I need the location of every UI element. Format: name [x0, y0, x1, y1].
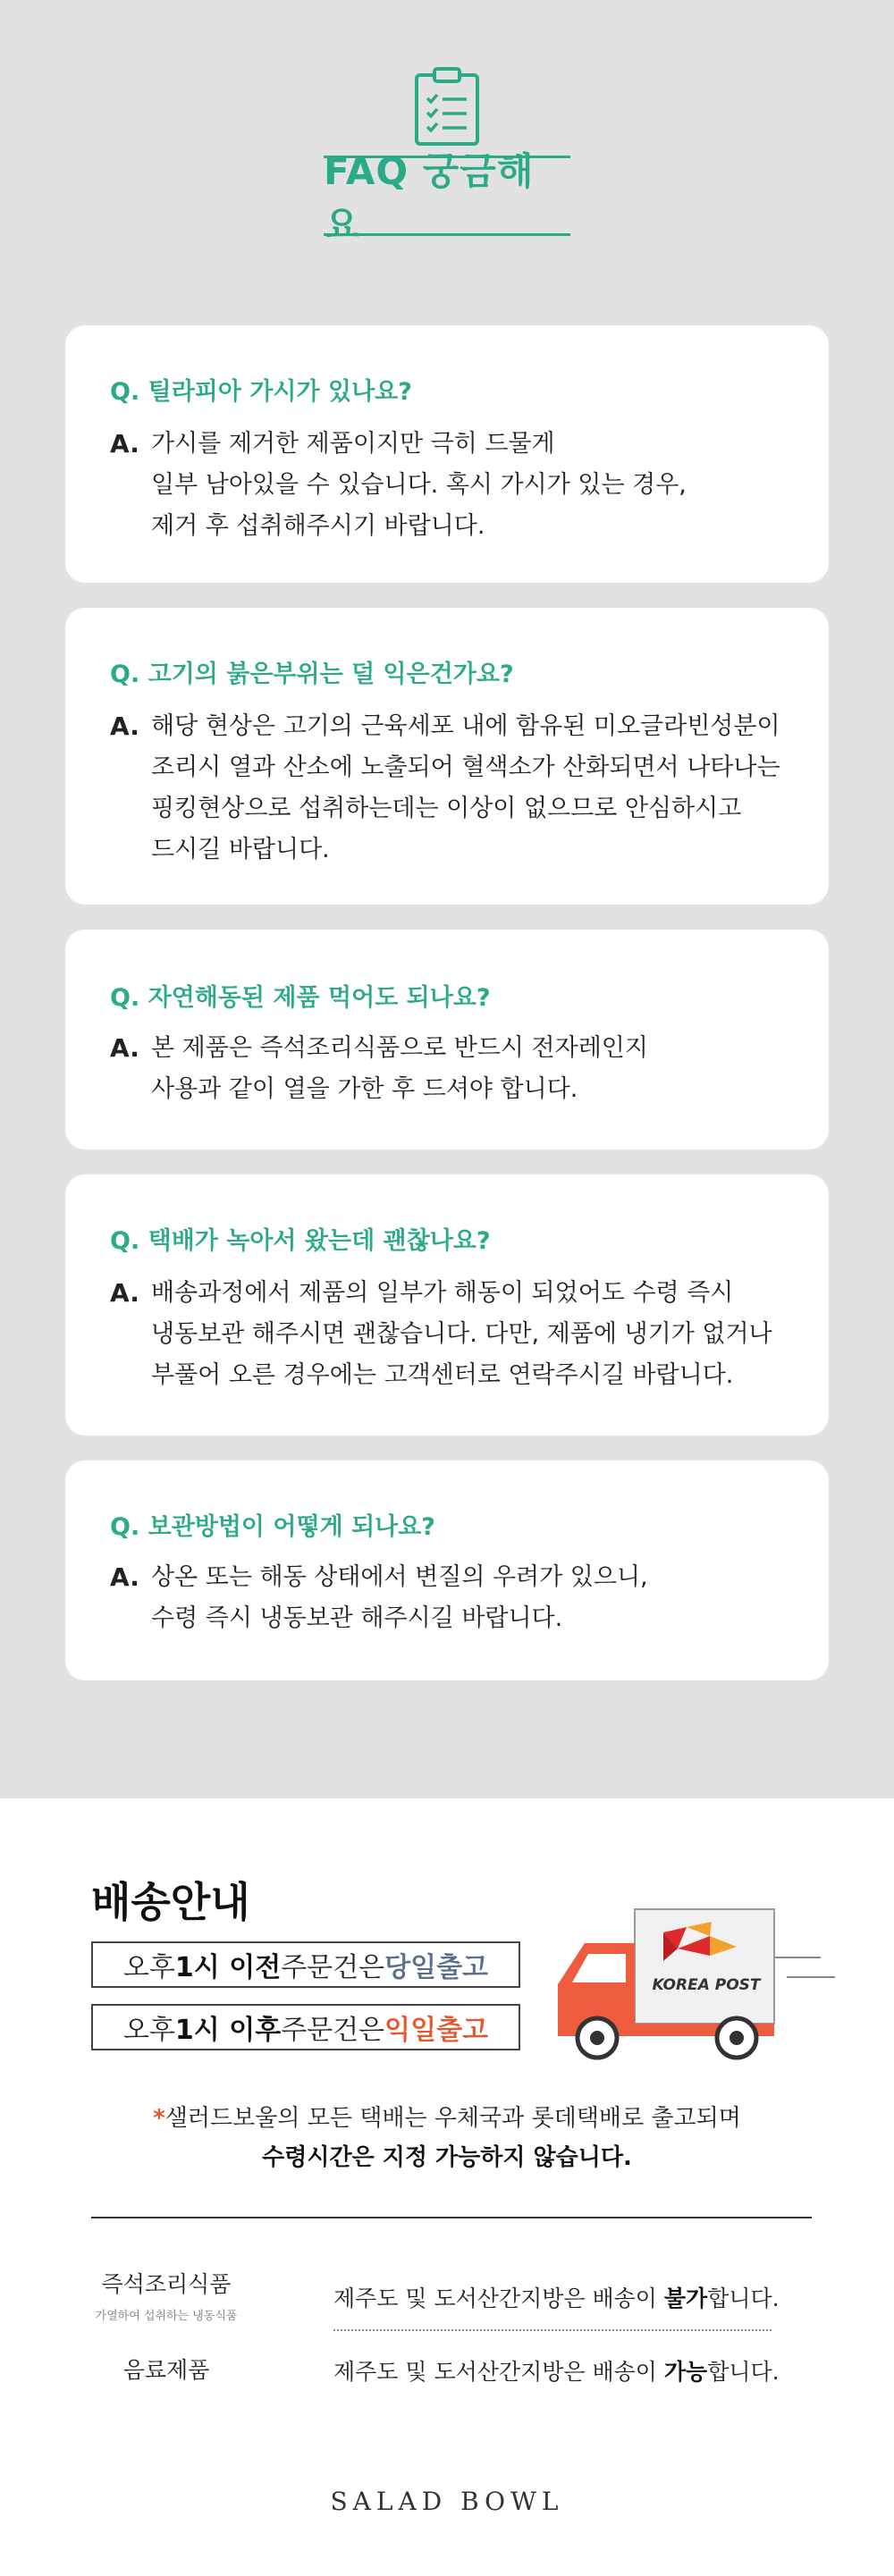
divider	[91, 2217, 812, 2218]
faq-answer	[110, 1028, 793, 1110]
same-day-shipping-box: 오후 1시 이전 주문건은 당일출고	[91, 1941, 520, 1988]
faq-card	[65, 930, 829, 1149]
brand-logo-text: SALAD BOWL	[330, 2487, 564, 2516]
clipboard-checklist-icon	[413, 66, 481, 147]
faq-title-box	[324, 149, 570, 247]
shipping-availability: 제주도 및 도서산간지방은 배송이 불가합니다.	[333, 2286, 780, 2311]
shipping-title: 배송안내	[91, 1878, 250, 1926]
faq-answer	[110, 424, 793, 547]
answer-mark: A.	[110, 1033, 139, 1063]
delivery-truck-icon	[552, 1904, 837, 2063]
faq-card	[65, 325, 829, 583]
faq-card	[65, 608, 829, 905]
answer-mark: A.	[110, 1278, 139, 1308]
answer-text: 해당 현상은 고기의 근육세포 내에 함유된 미오글라빈성분이 조리시 열과 산소에 노출되어 혈색소가 산화되면서 나타나는 핑킹현상으로 섭취하는데는 이상이 없으므로 안심하시고 드시길 바랍니다.	[151, 712, 780, 863]
dotted-divider	[333, 2329, 772, 2331]
faq-question: Q. 고기의 붉은부위는 덜 익은건가요?	[110, 661, 514, 688]
faq-question: Q. 보관방법이 어떻게 되나요?	[110, 1513, 435, 1541]
faq-card	[65, 1461, 829, 1680]
answer-mark: A.	[110, 429, 139, 459]
same-day-label: 당일출고	[384, 1952, 489, 1983]
product-type-label: 음료제품	[122, 2357, 210, 2383]
answer-text: 가시를 제거한 제품이지만 극히 드물게 일부 남아있을 수 있습니다. 혹시 가시가 있는 경우, 제거 후 섭취해주시기 바랍니다.	[151, 430, 687, 540]
shipping-notice: *샐러드보울의 모든 택배는 우체국과 롯데택배로 출고되며 수령시간은 지정 가능하지 않습니다.	[153, 2105, 741, 2171]
product-type-label: 즉석조리식품 가열하여 섭취하는 냉동식품	[95, 2271, 238, 2323]
faq-title: FAQ 궁금해요	[324, 149, 535, 247]
shipping-availability: 제주도 및 도서산간지방은 배송이 가능합니다.	[333, 2359, 780, 2385]
answer-text: 배송과정에서 제품의 일부가 해동이 되었어도 수령 즉시 냉동보관 해주시면 괜찮습니다. 다만, 제품에 냉기가 없거나 부풀어 오른 경우에는 고객센터로 연락주시길 바랍니다.	[151, 1279, 772, 1389]
faq-answer	[110, 1273, 793, 1396]
faq-answer	[110, 1557, 793, 1639]
faq-question: Q. 틸라피아 가시가 있나요?	[110, 378, 412, 406]
next-day-shipping-box: 오후 1시 이후 주문건은 익일출고	[91, 2004, 520, 2050]
next-day-label: 익일출고	[384, 2015, 489, 2046]
answer-text: 상온 또는 해동 상태에서 변질의 우려가 있으니, 수령 즉시 냉동보관 해주시길 바랍니다.	[151, 1563, 648, 1632]
faq-question: Q. 택배가 녹아서 왔는데 괜찮나요?	[110, 1227, 491, 1255]
answer-mark: A.	[110, 1562, 139, 1592]
shipping-section	[0, 1798, 894, 2576]
faq-answer	[110, 706, 793, 871]
truck-label: KOREA POST	[652, 1976, 761, 1994]
answer-text: 본 제품은 즉석조리식품으로 반드시 전자레인지 사용과 같이 열을 가한 후 드셔야 합니다.	[151, 1034, 648, 1103]
answer-mark: A.	[110, 711, 139, 741]
faq-question: Q. 자연해동된 제품 먹어도 되나요?	[110, 984, 491, 1012]
faq-card	[65, 1174, 829, 1435]
